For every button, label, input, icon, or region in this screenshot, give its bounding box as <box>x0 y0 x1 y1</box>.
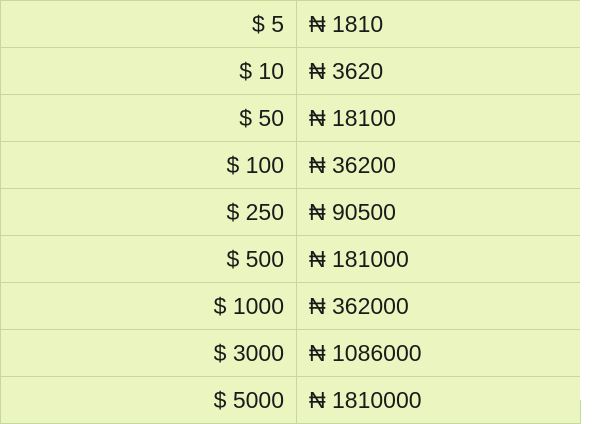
usd-amount-cell: $ 5000 <box>1 377 297 424</box>
ngn-amount-cell: ₦ 90500 <box>297 189 581 236</box>
table-row <box>1 377 581 424</box>
table-row <box>1 95 581 142</box>
usd-amount-cell: $ 250 <box>1 189 297 236</box>
ngn-amount-cell: ₦ 18100 <box>297 95 581 142</box>
ngn-amount-cell: ₦ 1810000 <box>297 377 581 424</box>
usd-amount-cell: $ 100 <box>1 142 297 189</box>
table-row <box>1 189 581 236</box>
table-row <box>1 48 581 95</box>
table-row <box>1 283 581 330</box>
usd-amount-cell: $ 50 <box>1 95 297 142</box>
ngn-amount-cell: ₦ 362000 <box>297 283 581 330</box>
table-row <box>1 236 581 283</box>
ngn-amount-cell: ₦ 1810 <box>297 1 581 48</box>
table-row <box>1 330 581 377</box>
ngn-amount-cell: ₦ 1086000 <box>297 330 581 377</box>
table-row <box>1 1 581 48</box>
ngn-amount-cell: ₦ 3620 <box>297 48 581 95</box>
usd-amount-cell: $ 10 <box>1 48 297 95</box>
ngn-amount-cell: ₦ 36200 <box>297 142 581 189</box>
usd-amount-cell: $ 1000 <box>1 283 297 330</box>
usd-amount-cell: $ 3000 <box>1 330 297 377</box>
ngn-amount-cell: ₦ 181000 <box>297 236 581 283</box>
page-right-margin <box>580 0 600 400</box>
usd-amount-cell: $ 5 <box>1 1 297 48</box>
table-body <box>1 1 581 424</box>
usd-amount-cell: $ 500 <box>1 236 297 283</box>
table-row <box>1 142 581 189</box>
